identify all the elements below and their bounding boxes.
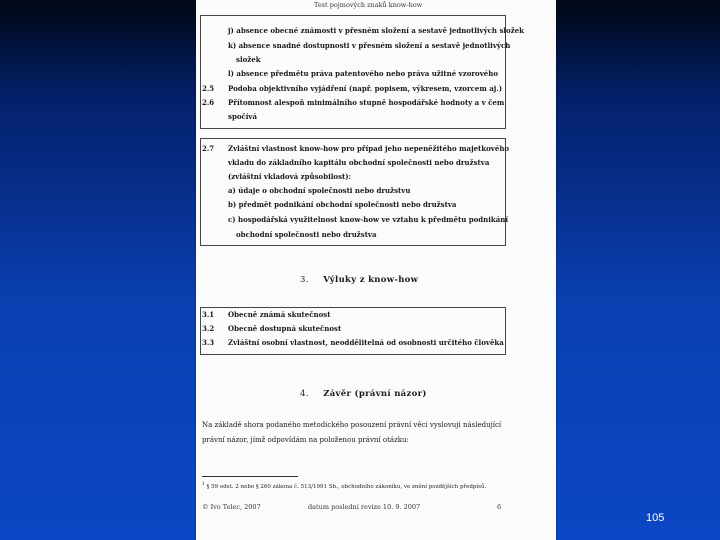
footnote-text: § 59 odst. 2 nebo § 260 zákona č. 513/1991 Sb., obchodního zákoníku, ve znění pozdějších předpisů. <box>206 483 487 490</box>
conclusion-line-1: Na základě shora podaného metodického posouzení právní věci vyslovuji následující <box>202 421 502 429</box>
item-2-6-number: 2.6 <box>202 98 215 107</box>
section-4-title: Závěr (právní názor) <box>323 389 427 399</box>
section-4-heading <box>300 389 427 399</box>
item-2-5-number: 2.5 <box>202 84 215 93</box>
item-3-1-text: Obecně známá skutečnost <box>228 310 331 319</box>
section-3-heading <box>300 275 418 285</box>
footer-author: © Ivo Telec, 2007 <box>202 503 261 511</box>
criterion-k-cont: složek <box>236 55 261 64</box>
item-2-7-b: b) předmět podnikání obchodní společnosti nebo družstva <box>228 200 457 209</box>
item-2-7-line-2: vkladu do základního kapitálu obchodní společnosti nebo družstva <box>228 158 490 167</box>
criterion-j: j) absence obecné známosti v přesném složení a sestavě jednotlivých složek <box>228 26 525 35</box>
item-2-6-cont: spočívá <box>228 112 258 121</box>
page-title: Test pojmových znaků know-how <box>314 1 423 9</box>
footnote <box>202 482 486 490</box>
item-2-7-line-3: (zvláštní vkladová způsobilost): <box>228 172 352 181</box>
footnote-divider <box>202 476 298 477</box>
footnote-marker: 1 <box>202 482 205 487</box>
criterion-l: l) absence předmětu práva patentového nebo práva užitné vzorového <box>228 69 498 78</box>
item-3-3-number: 3.3 <box>202 338 215 347</box>
item-2-7-c-cont: obchodní společnosti nebo družstva <box>236 230 377 239</box>
item-3-3-text: Zvláštní osobní vlastnost, neoddělitelná od osobnosti určitého člověka <box>228 338 504 347</box>
item-2-7-number: 2.7 <box>202 144 215 153</box>
document-page <box>196 0 556 540</box>
item-3-2-text: Obecně dostupná skutečnost <box>228 324 342 333</box>
item-2-7-c: c) hospodářská využitelnost know-how ve vztahu k předmětu podnikání <box>228 215 509 224</box>
footer-page-number: 6 <box>497 503 502 511</box>
item-2-7-line-1: Zvláštní vlastnost know-how pro případ jeho nepeněžitého majetkového <box>228 144 510 153</box>
item-2-6-text: Přítomnost alespoň minimálního stupně hospodářské hodnoty a v čem <box>228 98 505 107</box>
item-2-7-a: a) údaje o obchodní společnosti nebo družstvu <box>228 186 411 195</box>
section-4-number: 4. <box>300 389 309 399</box>
item-3-1-number: 3.1 <box>202 310 215 319</box>
section-3-title: Výluky z know-how <box>323 275 419 285</box>
item-3-2-number: 3.2 <box>202 324 215 333</box>
criterion-k: k) absence snadné dostupnosti v přesném složení a sestavě jednotlivých <box>228 41 511 50</box>
item-2-5-text: Podoba objektivního vyjádření (např. popisem, výkresem, vzorcem aj.) <box>228 84 503 93</box>
conclusion-line-2: právní názor, jímž odpovídám na položenou právní otázku: <box>202 436 409 444</box>
section-3-number: 3. <box>300 275 309 285</box>
slide-number: 105 <box>646 512 665 524</box>
footer-revision: datum poslední revize 10. 9. 2007 <box>308 503 421 511</box>
